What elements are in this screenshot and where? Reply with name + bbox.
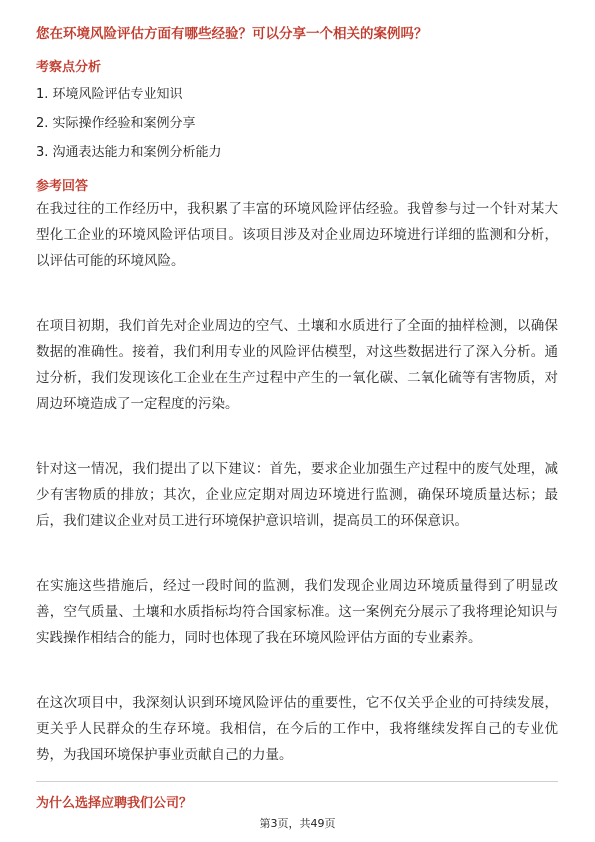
next-question-title: 为什么选择应聘我们公司？ bbox=[36, 796, 193, 811]
answer-heading: 参考回答 bbox=[36, 179, 89, 194]
analysis-item: 3. 沟通表达能力和案例分析能力 bbox=[36, 145, 222, 160]
analysis-item: 2. 实际操作经验和案例分享 bbox=[36, 116, 196, 131]
answer-paragraph: 在我过往的工作经历中，我积累了丰富的环境风险评估经验。我曾参与过一个针对某大型化工企业的环境风险评估项目。该项目涉及对企业周边环境进行详细的监测和分析，以评估可能的环境风险。 bbox=[36, 201, 558, 269]
answer-paragraph: 在项目初期，我们首先对企业周边的空气、土壤和水质进行了全面的抽样检测，以确保数据的准确性。接着，我们利用专业的风险评估模型，对这些数据进行了深入分析。通过分析，我们发现该化工企业在生产过程中产生的一氧化碳、二氧化硫等有害物质，对周边环境造成了一定程度的污染。 bbox=[36, 318, 558, 412]
answer-paragraph: 在这次项目中，我深刻认识到环境风险评估的重要性，它不仅关乎企业的可持续发展，更关乎人民群众的生存环境。我相信，在今后的工作中，我将继续发挥自己的专业优势，为我国环境保护事业贡献自己的力量。 bbox=[36, 695, 558, 763]
answer-paragraph: 针对这一情况，我们提出了以下建议：首先，要求企业加强生产过程中的废气处理，减少有害物质的排放；其次，企业应定期对周边环境进行监测，确保环境质量达标；最后，我们建议企业对员工进行环境保护意识培训，提高员工的环保意识。 bbox=[36, 461, 558, 529]
divider bbox=[36, 781, 558, 782]
question-title: 您在环境风险评估方面有哪些经验？可以分享一个相关的案例吗？ bbox=[36, 26, 428, 42]
answer-paragraph: 在实施这些措施后，经过一段时间的监测，我们发现企业周边环境质量得到了明显改善，空气质量、土壤和水质指标均符合国家标准。这一案例充分展示了我将理论知识与实践操作相结合的能力，同时也体现了我在环境风险评估方面的专业素养。 bbox=[36, 578, 558, 646]
page-number: 第3页，共49页 bbox=[259, 817, 336, 830]
analysis-item: 1. 环境风险评估专业知识 bbox=[36, 87, 183, 102]
analysis-heading: 考察点分析 bbox=[36, 60, 102, 75]
